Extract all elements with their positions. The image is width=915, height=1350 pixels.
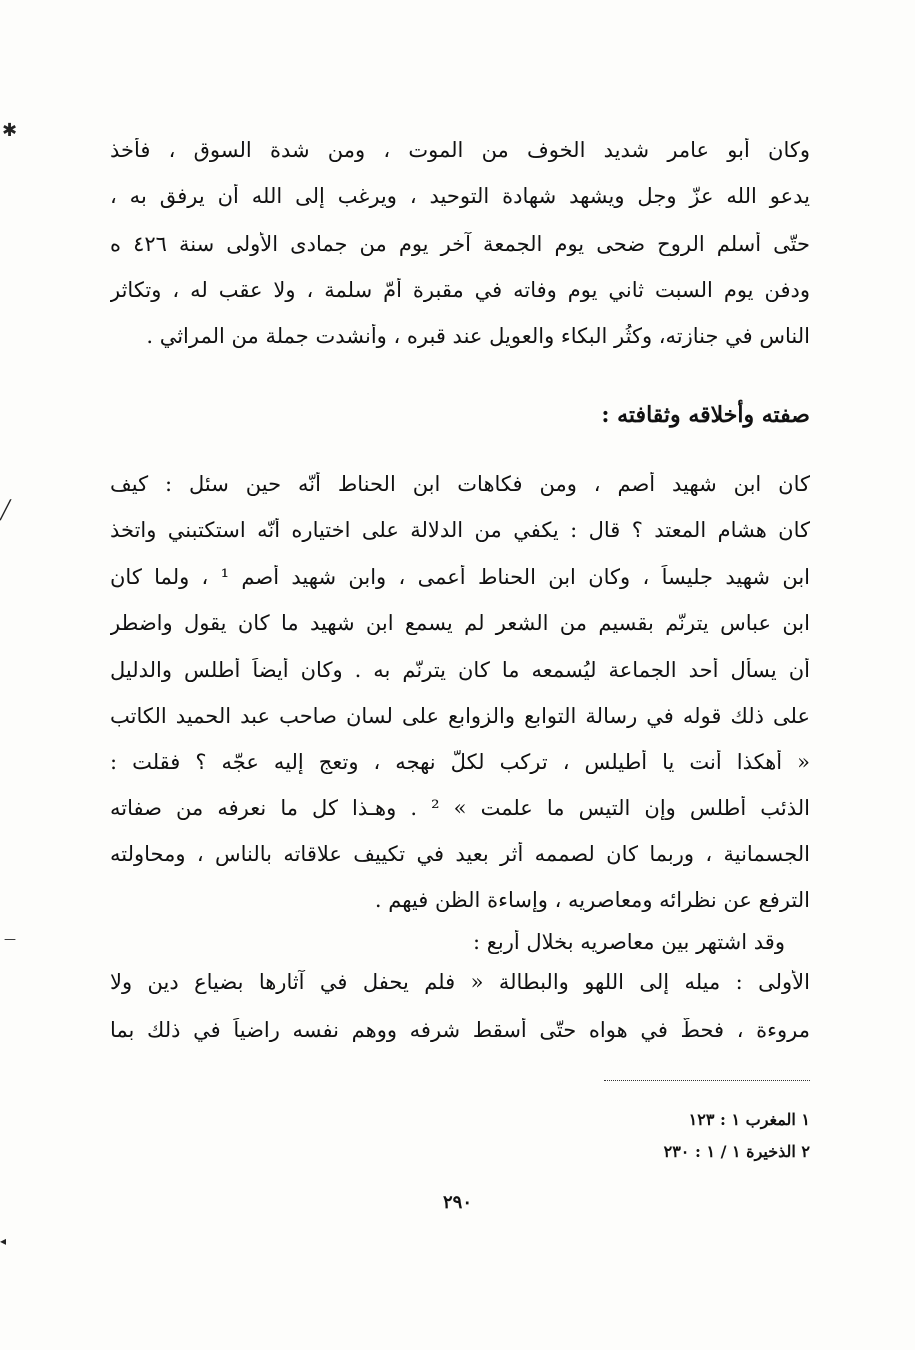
text-line: كان هشام المعتد ؟ قال : يكفي من الدلالة على اختياره أنّه استكتبني واتخذ [110, 518, 810, 542]
paragraph-death-account [110, 138, 810, 368]
text-line: ابن عباس يترنّم بقسيم من الشعر لم يسمع ابن شهيد ما كان يقول واضطر [110, 611, 810, 635]
footnote-separator [604, 1080, 810, 1081]
text-line: وكان أبو عامر شديد الخوف من الموت ، ومن شدة السوق ، فأخذ [110, 138, 810, 162]
scan-speck-middle: ╱ [0, 500, 11, 521]
footnote-2: ٢ الذخيرة ١ / ١ : ٢٣٠ [663, 1142, 810, 1161]
text-line: ودفن يوم السبت ثاني يوم وفاته في مقبرة أمّ سلمة ، ولا عقب له ، وتكاثر [110, 278, 810, 302]
paragraph-description [110, 472, 810, 932]
paragraph-first-trait [110, 970, 810, 1060]
text-line: حتّى أسلم الروح ضحى يوم الجمعة آخر يوم من جمادى الأولى سنة ٤٢٦ ه [110, 232, 810, 256]
text-line: « أهكذا أنت يا أطيلس ، تركب لكلّ نهجه ، وتعج إليه عجّه ؟ فقلت : [110, 750, 810, 774]
text-line: كان ابن شهيد أصم ، ومن فكاهات ابن الحناط أنّه حين سئل : كيف [110, 472, 810, 496]
paragraph-traits-intro [110, 930, 785, 964]
text-line: مروءة ، فحطّ في هواه حتّى أسقط شرفه ووهم نفسه راضياً في ذلك بما [110, 1018, 810, 1042]
text-line: الجسمانية ، وربما كان لصممه أثر بعيد في تكييف علاقاته بالناس ، ومحاولته [110, 842, 810, 866]
text-line: الناس في جنازته، وكثُر البكاء والعويل عند قبره ، وأُنشدت جملة من المراثي . [146, 324, 810, 348]
text-line: الأولى : ميله إلى اللهو والبطالة « فلم يحفل في آثارها بضياع دين ولا [110, 970, 810, 994]
text-line: ابن شهيد جليساً ، وكان ابن الحناط أعمى ، وابن شهيد أصم ¹ ، ولما كان [110, 565, 810, 589]
section-heading: صفته وأخلاقه وثقافته : [601, 402, 810, 428]
scan-speck-lower: — [4, 932, 16, 946]
scan-speck-bottom: ◂ [0, 1234, 7, 1248]
page-number: ٢٩٠ [442, 1192, 472, 1213]
footnote-1: ١ المغرب ١ : ١٢٣ [688, 1110, 810, 1129]
text-line: أن يسأل أحد الجماعة ليُسمعه ما كان يترنّم به . وكان أيضاً أطلس والدليل [110, 658, 810, 682]
text-line: وقد اشتهر بين معاصريه بخلال أربع : [472, 930, 785, 954]
scan-speck-top: ✱ [2, 120, 18, 141]
text-line: على ذلك قوله في رسالة التوابع والزوابع على لسان صاحب عبد الحميد الكاتب [110, 704, 810, 728]
text-line: يدعو الله عزّ وجل ويشهد شهادة التوحيد ، ويرغب إلى الله أن يرفق به ، [110, 184, 810, 208]
text-line: الترفع عن نظرائه ومعاصريه ، وإساءة الظن فيهم . [374, 888, 810, 912]
text-line: الذئب أطلس وإن التيس ما علمت » ² . وهـذا كل ما نعرفه من صفاته [110, 796, 810, 820]
